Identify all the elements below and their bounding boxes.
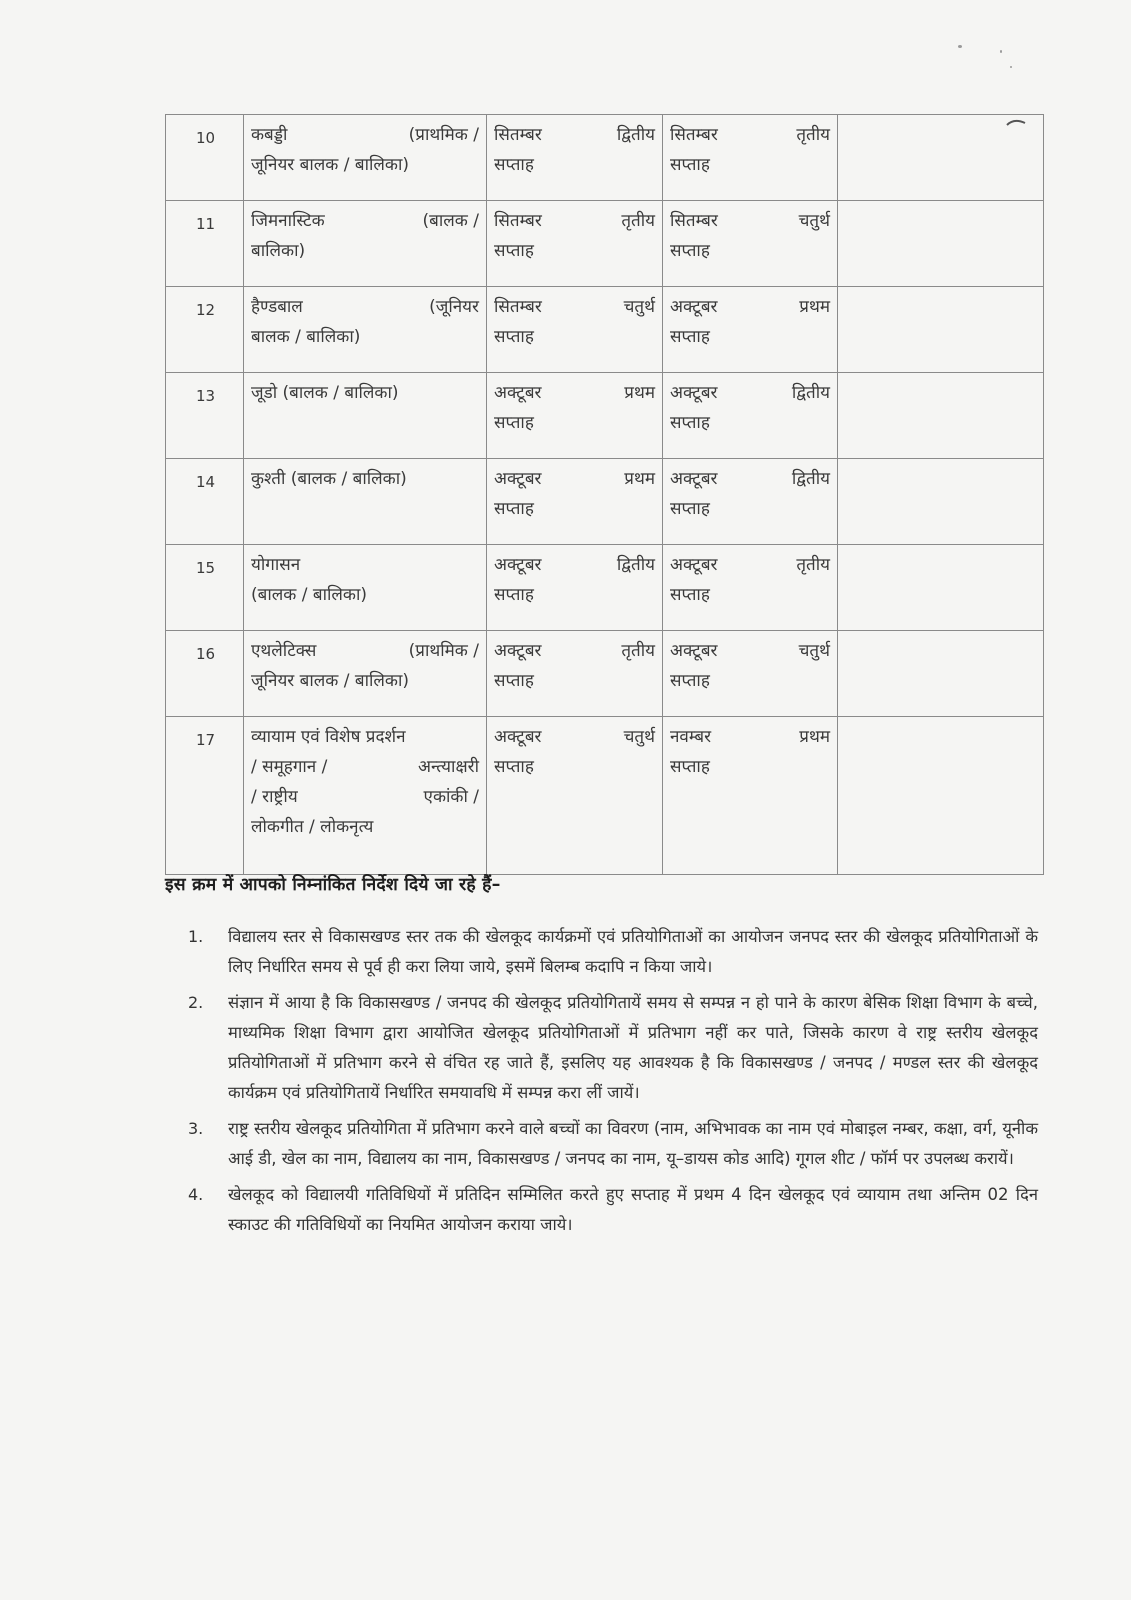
month-text: अक्टूबर xyxy=(494,727,542,747)
week-ordinal-text: तृतीय xyxy=(621,211,655,231)
game-name-text: जूडो (बालक / बालिका) xyxy=(251,383,399,403)
instruction-item xyxy=(188,1114,1038,1174)
game-name-text: योगासन xyxy=(251,555,301,575)
start-week-cell xyxy=(487,287,663,373)
week-ordinal-text: द्वितीय xyxy=(616,555,655,575)
table-row xyxy=(166,459,1044,545)
month-text: नवम्बर xyxy=(670,727,712,747)
month-text: अक्टूबर xyxy=(670,641,718,661)
instruction-item xyxy=(188,1180,1038,1240)
month-text: अक्टूबर xyxy=(670,555,718,575)
game-name-cell xyxy=(244,717,487,875)
game-name-line xyxy=(251,550,479,580)
serial-number-cell: 14 xyxy=(166,459,244,545)
game-name-text: एथलेटिक्स xyxy=(251,641,317,661)
game-name-text: / राष्ट्रीय xyxy=(251,787,298,807)
game-name-text: बालिका) xyxy=(251,241,306,261)
game-name-text: हैण्डबाल xyxy=(251,297,303,317)
instruction-text: विद्यालय स्तर से विकासखण्ड स्तर तक की खेलकूद कार्यक्रमों एवं प्रतियोगिताओं का आयोजन जनपद स्तर की खेलकूद प्रतियोगिताओं के लिए निर्धारित समय से पूर्व ही करा लिया जाये, इसमें बिलम्ब कदापि न किया जाये। xyxy=(228,927,1038,976)
schedule-table-body xyxy=(166,115,1044,875)
game-name-line xyxy=(251,666,479,696)
scan-speck xyxy=(1010,66,1012,68)
week-ordinal-text: द्वितीय xyxy=(616,125,655,145)
week-ordinal-text: तृतीय xyxy=(621,641,655,661)
month-text: अक्टूबर xyxy=(494,469,542,489)
game-name-cell xyxy=(244,459,487,545)
end-week-cell xyxy=(663,373,838,459)
game-name-line xyxy=(251,812,479,842)
instructions-list xyxy=(188,922,1038,1246)
instruction-number: 1. xyxy=(188,927,204,946)
instruction-number: 4. xyxy=(188,1185,204,1204)
game-name-text: (प्राथमिक / xyxy=(408,641,479,661)
week-suffix-text: सप्ताह xyxy=(670,585,710,605)
month-text: अक्टूबर xyxy=(494,641,542,661)
table-row xyxy=(166,545,1044,631)
week-suffix-text: सप्ताह xyxy=(670,327,710,347)
start-week-cell xyxy=(487,201,663,287)
instruction-text: संज्ञान में आया है कि विकासखण्ड / जनपद की खेलकूद प्रतियोगितायें समय से सम्पन्न न हो पाने के कारण बेसिक शिक्षा विभाग के बच्चे, माध्यमिक शिक्षा विभाग द्वारा आयोजित खेलकूद प्रतियोगिताओं में प्रतिभाग नहीं कर पाते, जिसके कारण वे राष्ट्र स्तरीय खेलकूद प्रतियोगिताओं में प्रतिभाग करने से वंचित रह जाते हैं, इसलिए यह आवश्यक है कि विकासखण्ड / जनपद / मण्डल स्तर की खेलकूद कार्यक्रम एवं प्रतियोगितायें निर्धारित समयावधि में सम्पन्न करा लीं जायें। xyxy=(228,993,1038,1102)
week-suffix-text: सप्ताह xyxy=(494,155,534,175)
serial-number-cell: 12 xyxy=(166,287,244,373)
table-row xyxy=(166,717,1044,875)
game-name-cell xyxy=(244,115,487,201)
start-week-cell xyxy=(487,631,663,717)
start-week-cell xyxy=(487,717,663,875)
remarks-cell xyxy=(838,201,1044,287)
week-suffix-text: सप्ताह xyxy=(494,499,534,519)
week-ordinal-text: तृतीय xyxy=(796,555,830,575)
instruction-item xyxy=(188,988,1038,1108)
week-suffix-text: सप्ताह xyxy=(494,241,534,261)
end-week-cell xyxy=(663,459,838,545)
week-suffix-text: सप्ताह xyxy=(670,413,710,433)
game-name-text: कबड्डी xyxy=(251,125,288,145)
week-suffix-text: सप्ताह xyxy=(494,585,534,605)
week-ordinal-text: प्रथम xyxy=(624,383,655,403)
week-suffix-text: सप्ताह xyxy=(494,413,534,433)
serial-number-cell: 10 xyxy=(166,115,244,201)
week-ordinal-text: प्रथम xyxy=(624,469,655,489)
game-name-line xyxy=(251,636,479,666)
month-text: अक्टूबर xyxy=(670,383,718,403)
month-text: सितम्बर xyxy=(494,297,542,317)
game-name-line xyxy=(251,752,479,782)
game-name-cell xyxy=(244,201,487,287)
week-ordinal-text: चतुर्थ xyxy=(798,641,830,661)
game-name-line xyxy=(251,120,479,150)
table-row xyxy=(166,115,1044,201)
week-suffix-text: सप्ताह xyxy=(670,671,710,691)
remarks-cell xyxy=(838,115,1044,201)
start-week-cell xyxy=(487,373,663,459)
game-name-cell xyxy=(244,545,487,631)
game-name-text: व्यायाम एवं विशेष प्रदर्शन xyxy=(251,727,406,747)
week-ordinal-text: चतुर्थ xyxy=(798,211,830,231)
table-row xyxy=(166,201,1044,287)
start-week-cell xyxy=(487,545,663,631)
game-name-text: बालक / बालिका) xyxy=(251,327,361,347)
month-text: सितम्बर xyxy=(494,125,542,145)
scan-speck xyxy=(1000,50,1002,53)
game-name-text: जूनियर बालक / बालिका) xyxy=(251,155,410,175)
game-name-text: एकांकी / xyxy=(423,787,479,807)
game-name-line xyxy=(251,464,479,494)
end-week-cell xyxy=(663,631,838,717)
table-row xyxy=(166,631,1044,717)
game-name-text: जूनियर बालक / बालिका) xyxy=(251,671,410,691)
week-ordinal-text: प्रथम xyxy=(799,297,830,317)
sports-schedule-table xyxy=(165,114,1044,875)
month-text: सितम्बर xyxy=(670,211,718,231)
week-suffix-text: सप्ताह xyxy=(670,155,710,175)
remarks-cell xyxy=(838,545,1044,631)
month-text: अक्टूबर xyxy=(494,555,542,575)
remarks-cell xyxy=(838,287,1044,373)
week-suffix-text: सप्ताह xyxy=(670,757,710,777)
month-text: अक्टूबर xyxy=(494,383,542,403)
instructions-intro: इस क्रम में आपको निम्नांकित निर्देश दिये जा रहे हैं– xyxy=(165,875,501,895)
game-name-line xyxy=(251,322,479,352)
serial-number-cell: 15 xyxy=(166,545,244,631)
week-suffix-text: सप्ताह xyxy=(494,327,534,347)
remarks-cell xyxy=(838,459,1044,545)
game-name-text: / समूहगान / xyxy=(251,757,328,777)
remarks-cell xyxy=(838,631,1044,717)
game-name-text: अन्त्याक्षरी xyxy=(418,757,479,777)
remarks-cell xyxy=(838,373,1044,459)
instruction-text: राष्ट्र स्तरीय खेलकूद प्रतियोगिता में प्रतिभाग करने वाले बच्चों का विवरण (नाम, अभिभावक का नाम एवं मोबाइल नम्बर, कक्षा, वर्ग, यूनीक आई डी, खेल का नाम, विद्यालय का नाम, विकासखण्ड / जनपद का नाम, यू–डायस कोड आदि) गूगल शीट / फॉर्म पर उपलब्ध करायें। xyxy=(228,1119,1038,1168)
game-name-text: (प्राथमिक / xyxy=(408,125,479,145)
game-name-line xyxy=(251,150,479,180)
month-text: अक्टूबर xyxy=(670,469,718,489)
game-name-text: जिमनास्टिक xyxy=(251,211,325,231)
game-name-line xyxy=(251,292,479,322)
game-name-text: कुश्ती (बालक / बालिका) xyxy=(251,469,407,489)
week-suffix-text: सप्ताह xyxy=(670,241,710,261)
start-week-cell xyxy=(487,459,663,545)
game-name-line xyxy=(251,722,479,752)
game-name-line xyxy=(251,236,479,266)
month-text: अक्टूबर xyxy=(670,297,718,317)
scan-speck xyxy=(958,45,962,48)
game-name-text: (बालक / बालिका) xyxy=(251,585,367,605)
game-name-line xyxy=(251,782,479,812)
week-ordinal-text: चतुर्थ xyxy=(623,297,655,317)
instruction-item xyxy=(188,922,1038,982)
game-name-cell xyxy=(244,373,487,459)
serial-number-cell: 17 xyxy=(166,717,244,875)
table-row xyxy=(166,287,1044,373)
remarks-cell xyxy=(838,717,1044,875)
week-ordinal-text: चतुर्थ xyxy=(623,727,655,747)
serial-number-cell: 13 xyxy=(166,373,244,459)
game-name-line xyxy=(251,378,479,408)
end-week-cell xyxy=(663,287,838,373)
instruction-number: 2. xyxy=(188,993,204,1012)
week-ordinal-text: प्रथम xyxy=(799,727,830,747)
week-suffix-text: सप्ताह xyxy=(494,671,534,691)
end-week-cell xyxy=(663,201,838,287)
instruction-number: 3. xyxy=(188,1119,204,1138)
serial-number-cell: 11 xyxy=(166,201,244,287)
end-week-cell xyxy=(663,545,838,631)
week-ordinal-text: तृतीय xyxy=(796,125,830,145)
month-text: सितम्बर xyxy=(670,125,718,145)
end-week-cell xyxy=(663,115,838,201)
week-suffix-text: सप्ताह xyxy=(494,757,534,777)
game-name-text: लोकगीत / लोकनृत्य xyxy=(251,817,374,837)
game-name-text: (बालक / xyxy=(422,211,479,231)
table-row xyxy=(166,373,1044,459)
week-ordinal-text: द्वितीय xyxy=(791,469,830,489)
end-week-cell xyxy=(663,717,838,875)
week-suffix-text: सप्ताह xyxy=(670,499,710,519)
game-name-text: (जूनियर xyxy=(429,297,479,317)
start-week-cell xyxy=(487,115,663,201)
week-ordinal-text: द्वितीय xyxy=(791,383,830,403)
game-name-line xyxy=(251,206,479,236)
game-name-cell xyxy=(244,631,487,717)
instruction-text: खेलकूद को विद्यालयी गतिविधियों में प्रतिदिन सम्मिलित करते हुए सप्ताह में प्रथम 4 दिन खेलकूद एवं व्यायाम तथा अन्तिम 02 दिन स्काउट की गतिविधियों का नियमित आयोजन कराया जाये। xyxy=(228,1185,1038,1234)
game-name-line xyxy=(251,580,479,610)
game-name-cell xyxy=(244,287,487,373)
month-text: सितम्बर xyxy=(494,211,542,231)
serial-number-cell: 16 xyxy=(166,631,244,717)
